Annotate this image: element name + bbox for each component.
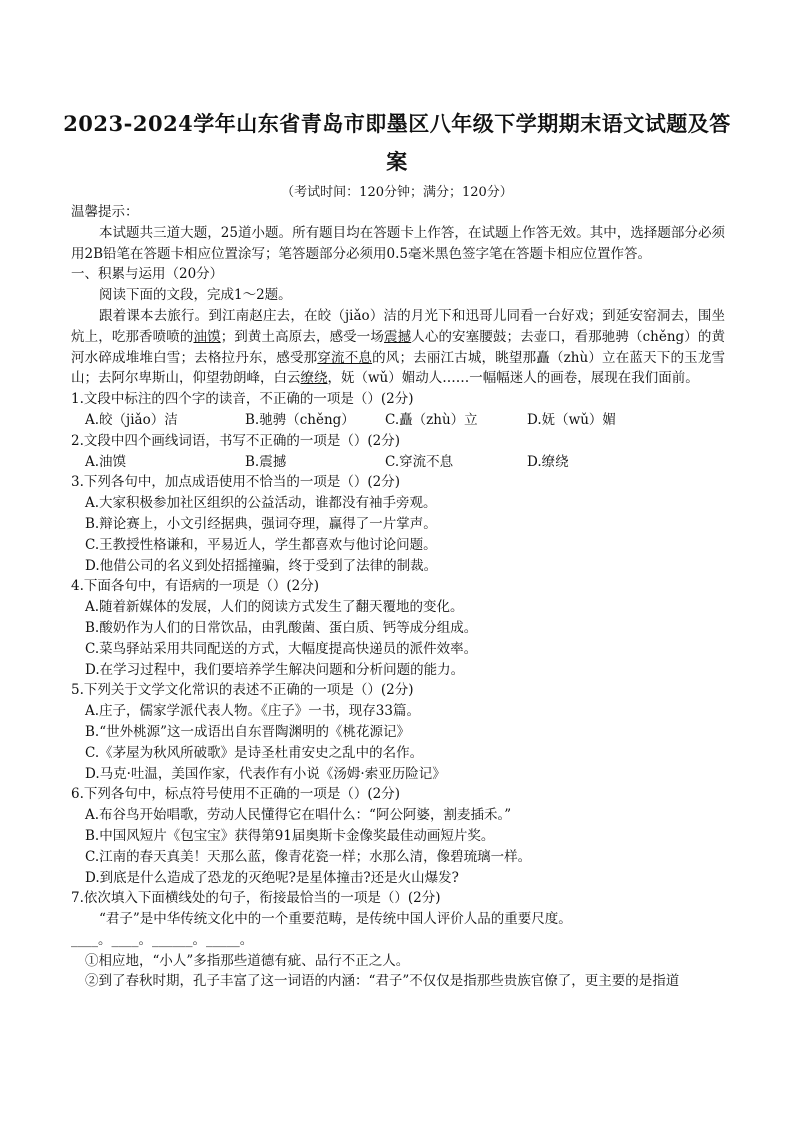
underlined-word: 穿流不息 <box>317 349 373 366</box>
exam-title-line-1: 2023-2024学年山东省青岛市即墨区八年级下学期期末语文试题及答 <box>63 111 731 136</box>
q7-sentence-1: ①相应地，“小人”多指那些道德有疵、品行不正之人。 <box>85 952 410 969</box>
option-b: B.中国风短片《包宝宝》获得第91届奥斯卡金像奖最佳动画短片奖。 <box>85 827 495 844</box>
option-row <box>71 452 725 473</box>
option-a: A.布谷鸟开始唱歌，劳动人民懂得它在唱什么：“阿公阿婆，割麦插禾。” <box>85 807 512 824</box>
option-d: D.缭绕 <box>527 453 569 470</box>
option-c: C.江南的春天真美！天那么蓝，像青花瓷一样；水那么清，像碧琉璃一样。 <box>85 848 532 865</box>
q7-sentence-2: ②到了春秋时期，孔子丰富了这一词语的内涵：“君子”不仅仅是指那些贵族官僚了，更主要的是指道 <box>85 973 680 990</box>
option-a: A.皎（jiǎo）洁 <box>85 411 178 428</box>
question-stem: 5.下列关于文学文化常识的表述不正确的一项是（）(2分) <box>71 682 414 699</box>
tips-text: 本试题共三道大题，25道小题。所有题目均在答题卡上作答，在试题上作答无效。其中，选择题部分必须用2B铅笔在答题卡相应位置涂写；笔答题部分必须用0.5毫米黑色签字笔在答题卡相应位置作答。 <box>71 224 725 262</box>
question-stem: 3.下列各句中，加点成语使用不恰当的一项是（）(2分) <box>71 474 401 491</box>
underlined-word: 缭绕 <box>300 370 328 387</box>
question-stem: 7.依次填入下面横线处的句子，衔接最恰当的一项是（）(2分) <box>71 890 441 907</box>
underlined-word: 油馍 <box>193 328 221 345</box>
option-c: C.菜鸟驿站采用共同配送的方式，大幅度提高快递员的派件效率。 <box>85 640 478 657</box>
option-c: C.王教授性格谦和，平易近人，学生都喜欢与他讨论问题。 <box>85 536 437 553</box>
section-heading: 一、积累与运用（20分） <box>71 266 224 283</box>
underlined-word: 震撼 <box>384 328 412 345</box>
exam-meta: （考试时间：120分钟；满分；120分） <box>281 185 513 200</box>
passage-text: 的风；去丽江古城，眺望那矗（zhù）立在蓝天下的玉龙雪山；去阿尔卑斯山，仰望勃朗峰，白云 <box>71 349 726 387</box>
option-a: A.大家积极参加社区组织的公益活动，谁都没有袖手旁观。 <box>85 495 437 512</box>
question-stem: 6.下列各句中，标点符号使用不正确的一项是（）(2分) <box>71 786 401 803</box>
option-a: A.随着新媒体的发展，人们的阅读方式发生了翻天覆地的变化。 <box>85 599 464 616</box>
question-stem: 4.下面各句中，有语病的一项是（）(2分) <box>71 578 320 595</box>
option-d: D.马克·吐温，美国作家，代表作有小说《汤姆·索亚历险记》 <box>85 765 446 782</box>
passage-text: 人心的安塞腰鼓；去壶口，看那驰骋（chěng）的黄河水碎成堆堆白雪；去格拉丹东，感受那 <box>71 328 725 366</box>
option-a: A.油馍 <box>85 453 127 470</box>
option-d: D.妩（wǔ）媚 <box>527 411 616 428</box>
option-d: D.在学习过程中，我们要培养学生解决问题和分析问题的能力。 <box>85 661 465 678</box>
option-b: B.酸奶作为人们的日常饮品，由乳酸菌、蛋白质、钙等成分组成。 <box>85 619 478 636</box>
option-d: D.他借公司的名义到处招摇撞骗，终于受到了法律的制裁。 <box>85 557 438 574</box>
option-c: C.穿流不息 <box>385 453 454 470</box>
passage-text: ；到黄土高原去，感受一场 <box>220 328 385 345</box>
option-row <box>71 410 725 431</box>
reading-passage <box>71 306 725 389</box>
passage-text: 跟着课本去旅行。到江南赵庄去，在皎（jiǎo）洁的月光下和迅哥儿同看一台好戏；到延安窑洞去，围坐炕上，吃那香喷喷的 <box>71 307 725 345</box>
option-c: C.《茅屋为秋风所破歌》是诗圣杜甫安史之乱中的名作。 <box>85 744 424 761</box>
q7-blanks: ____。____。______。_____。 <box>71 931 254 948</box>
option-c: C.矗（zhù）立 <box>385 411 478 428</box>
question-stem: 2.文段中四个画线词语，书写不正确的一项是（）(2分) <box>71 432 401 449</box>
question-stem: 1.文段中标注的四个字的读音，不正确的一项是（）(2分) <box>71 391 414 408</box>
q7-passage: “君子”是中华传统文化中的一个重要范畴，是传统中国人评价人品的重要尺度。 <box>99 911 572 928</box>
passage-text: ，妩（wǔ）媚动人……一幅幅迷人的画卷，展现在我们面前。 <box>327 370 699 387</box>
option-b: B.“世外桃源”这一成语出自东晋陶渊明的《桃花源记》 <box>85 723 411 740</box>
exam-title-line-2: 案 <box>386 149 408 174</box>
passage-intro: 阅读下面的文段，完成1～2题。 <box>99 287 292 304</box>
option-b: B.辩论赛上，小文引经据典，强词夺理，赢得了一片掌声。 <box>85 515 437 532</box>
tips-heading: 温馨提示： <box>71 204 139 220</box>
option-b: B.驰骋（chěng） <box>245 411 355 428</box>
option-b: B.震撼 <box>245 453 287 470</box>
option-a: A.庄子，儒家学派代表人物。《庄子》一书，现存33篇。 <box>85 703 420 720</box>
option-d: D.到底是什么造成了恐龙的灭绝呢?是星体撞击?还是火山爆发? <box>85 869 459 886</box>
exam-content <box>71 202 725 992</box>
